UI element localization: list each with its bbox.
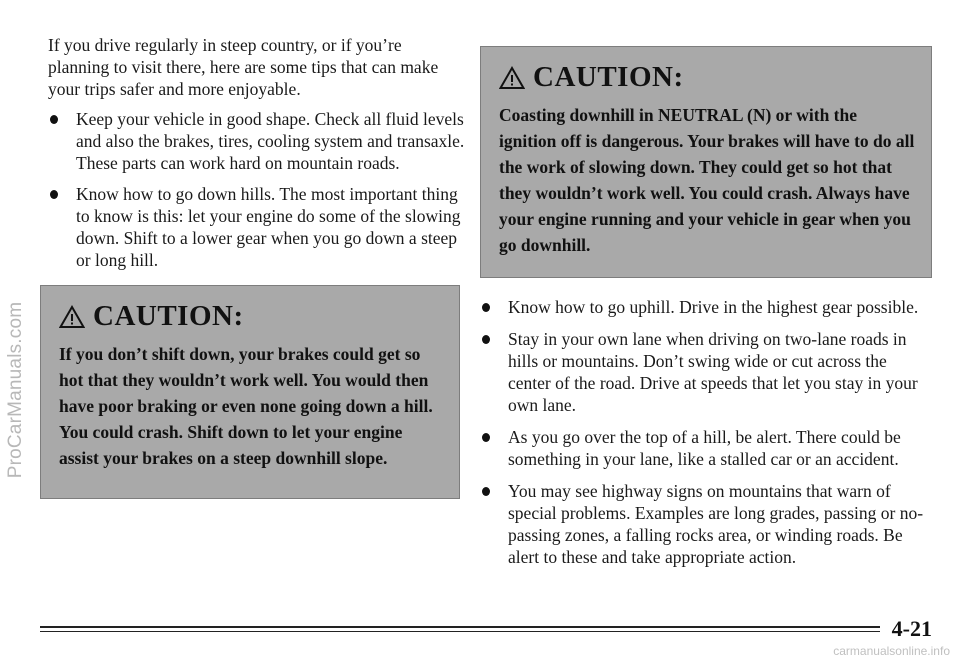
list-item-text: Keep your vehicle in good shape. Check all fluid levels and also the brakes, tires, cooling system and transaxle. These parts can work hard on mountain roads. — [76, 109, 465, 173]
side-watermark-text: ProCarManuals.com — [5, 301, 26, 479]
bullet-icon — [482, 433, 490, 442]
list-item — [48, 183, 466, 271]
right-column — [480, 46, 932, 578]
caution-box-right — [480, 46, 932, 278]
intro-paragraph: If you drive regularly in steep country, or if you’re planning to visit there, here are some tips that can make your trips safer and more enjoyable. — [48, 35, 439, 99]
left-column — [48, 34, 466, 499]
caution-body: Coasting downhill in NEUTRAL (N) or with the ignition off is dangerous. Your brakes will have to do all the work of slowing down. They could get so hot that they wouldn’t work well. You could crash. Always have your engine running and your vehicle in gear when you go downhill. — [499, 105, 915, 255]
caution-title: CAUTION: — [533, 61, 684, 93]
footer-rule — [40, 626, 880, 634]
caution-box-left — [40, 285, 460, 499]
list-item — [480, 328, 932, 416]
list-item — [480, 426, 932, 470]
warning-triangle-icon — [59, 305, 85, 329]
side-watermark — [2, 150, 30, 630]
page-number: 4-21 — [891, 616, 932, 641]
bullet-icon — [50, 190, 58, 199]
list-item — [48, 108, 466, 174]
list-item — [480, 480, 932, 568]
caution-header — [499, 61, 915, 94]
bullet-icon — [50, 115, 58, 124]
bullet-icon — [482, 487, 490, 496]
footer-rule-thick — [40, 626, 880, 628]
warning-triangle-icon — [499, 66, 525, 90]
list-item-text: As you go over the top of a hill, be alert. There could be something in your lane, like a stalled car or an accident. — [508, 427, 901, 469]
bullet-icon — [482, 303, 490, 312]
list-item-text: Know how to go down hills. The most important thing to know is this: let your engine do some of the slowing down. Shift to a lower gear when you go down a steep or long hill. — [76, 184, 461, 270]
list-item — [480, 296, 932, 318]
list-item-text: Know how to go uphill. Drive in the highest gear possible. — [508, 297, 919, 317]
footer-watermark: carmanualsonline.info — [833, 644, 950, 658]
caution-title: CAUTION: — [93, 300, 244, 332]
left-bullet-list — [48, 108, 466, 271]
right-bullet-list — [480, 296, 932, 568]
caution-header — [59, 300, 443, 333]
bullet-icon — [482, 335, 490, 344]
list-item-text: You may see highway signs on mountains that warn of special problems. Examples are long grades, passing or no-passing zones, a falling rocks area, or winding roads. Be alert to these and take appropriate action. — [508, 481, 924, 567]
list-item-text: Stay in your own lane when driving on two-lane roads in hills or mountains. Don’t swing wide or cut across the center of the road. Drive at speeds that let you stay in your own lane. — [508, 329, 918, 415]
footer-rule-thin — [40, 631, 880, 632]
caution-body: If you don’t shift down, your brakes could get so hot that they wouldn’t work well. You would then have poor braking or even none going down a hill. You could crash. Shift down to let your engine assist your brakes on a steep downhill slope. — [59, 344, 433, 468]
